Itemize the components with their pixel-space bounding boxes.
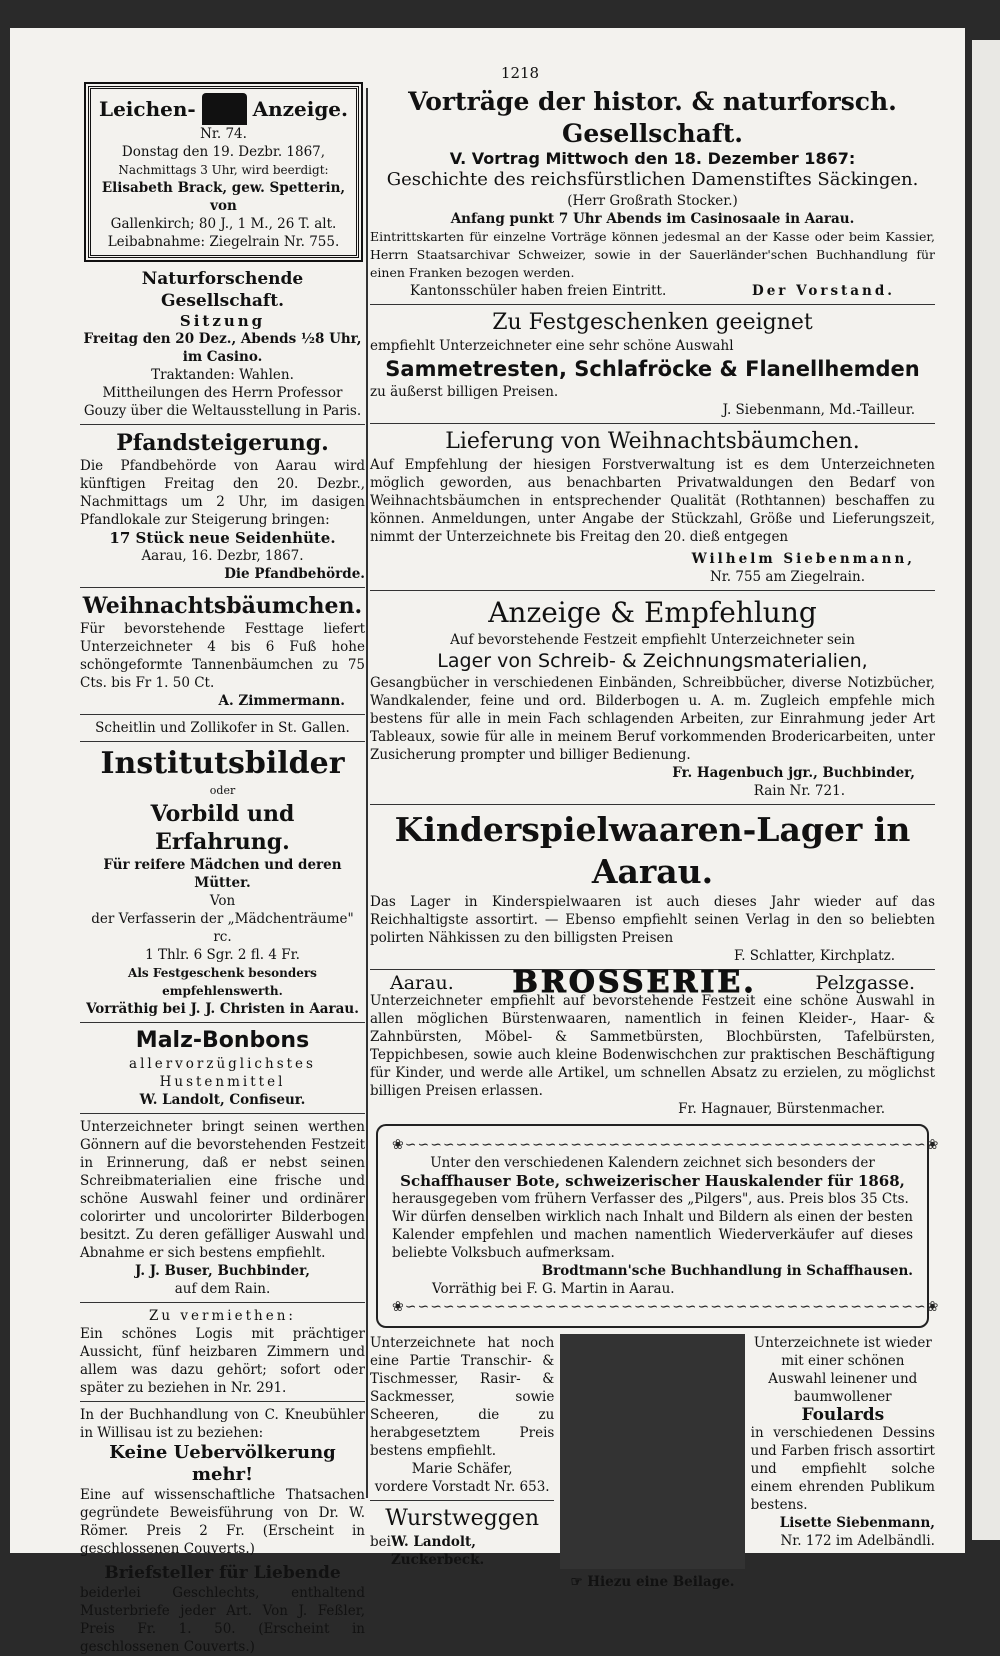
gifts-sign: J. Siebenmann, Md.-Tailleur. (722, 402, 915, 418)
malz-sign: W. Landolt, Confiseur. (139, 1092, 306, 1108)
society-title: Naturforschende Gesellschaft. (141, 269, 304, 311)
book-stock: Vorräthig bei J. J. Christen in Aarau. (86, 1001, 359, 1017)
divider (80, 1113, 365, 1114)
page-number: 1218 (500, 64, 540, 82)
wurst-footer (370, 1533, 554, 1569)
toys-sign: F. Schlatter, Kirchplatz. (733, 948, 895, 964)
death-notice-title (99, 93, 348, 125)
death-notice-line: Donstag den 19. Dezbr. 1867, (121, 144, 326, 160)
lectures-title: Vorträge der histor. & naturforsch. Gesellschaft. (408, 87, 897, 148)
ornament-border-icon: ❀∽∽∽∽∽∽∽∽∽∽∽∽∽∽∽∽∽∽∽∽∽∽∽∽∽∽∽∽∽∽∽∽∽∽∽∽∽∽∽∽∽❀ (392, 1299, 940, 1315)
divider (80, 1302, 365, 1303)
lectures-topic: Geschichte des reichsfürstlichen Damenstiftes Säckingen. (386, 169, 919, 190)
book-for: Für reifere Mädchen und deren Mütter. (103, 857, 342, 891)
divider (80, 741, 365, 742)
hagenbuch-title: Anzeige & Empfehlung (488, 596, 817, 629)
knives-text: Unterzeichnete hat noch eine Partie Transchir- & Tischmesser, Rasir- & Sackmesser, sowie Scheeren, die zu herabgesetztem Preis bestens empfiehlt. (370, 1335, 555, 1459)
rent-title: Zu vermiethen: (149, 1308, 296, 1324)
brosserie-text: Unterzeichneter empfiehlt auf bevorstehende Festzeit eine schöne Auswahl in allen möglichen Bürstenwaaren, namentlich in feinen Kleider-, Haar- & Zahnbürsten, Möbel- & Sammetbürsten, Blochbürsten, Tafelbürsten, Teppichbesen, sowie auch kleine Bodenwischchen zur praktischen Beschäftigung für Kinder, und werde alle Artikel, um schnellen Absatz zu erzielen, zu möglichst billigen Preisen erlassen. (370, 993, 935, 1099)
lectures-text: Eintrittskarten für einzelne Vorträge können jedesmal an der Kasse oder beim Kassier, Herrn Staatsarchivar Schweizer, sowie in der Sauerländer'schen Buchhandlung für einen Franken bezogen werden. (370, 229, 935, 280)
rent-text: Ein schönes Logis mit prächtiger Aussicht, fünf heizbaren Zimmern und allem was dazu gehört; sofort oder später zu beziehen in Nr. 291. (80, 1326, 365, 1396)
buser-addr: auf dem Rain. (174, 1281, 271, 1297)
coffin-icon (202, 93, 247, 125)
book-author: der Verfasserin der „Mädchenträume" rc. (91, 911, 354, 945)
right-column (370, 86, 940, 1591)
malz-title: Malz-Bonbons (135, 1028, 310, 1053)
brosserie-right: Pelzgasse. (815, 972, 915, 994)
brosserie-header (370, 965, 935, 1000)
knives-sign: Marie Schäfer, (411, 1461, 513, 1477)
divider (80, 1022, 365, 1023)
lectures-sub: V. Vortrag Mittwoch den 18. Dezember 1867: (449, 149, 856, 168)
hagenbuch-sign: Fr. Hagenbuch jgr., Buchbinder, (672, 765, 915, 781)
society-agenda: Traktanden: Wahlen. (151, 367, 294, 383)
divider (370, 590, 935, 591)
society-date: Freitag den 20 Dez., Abends ½8 Uhr, (83, 331, 362, 347)
death-notice-line: Nachmittags 3 Uhr, wird beerdigt: (118, 163, 329, 177)
death-notice-title-b: Anzeige. (252, 97, 348, 121)
foulards-title: Foulards (801, 1405, 885, 1425)
trees-title: Weihnachtsbäumchen. (82, 593, 363, 619)
book-von: Von (209, 893, 236, 909)
knives-addr: vordere Vorstadt Nr. 653. (374, 1479, 550, 1495)
society-place: im Casino. (182, 349, 263, 365)
letters-title: Briefsteller für Liebende (104, 1563, 341, 1583)
society-subtitle: Sitzung (179, 312, 266, 330)
lectures-sign: Der Vorstand. (752, 283, 895, 299)
brosserie-left: Aarau. (390, 972, 454, 994)
left-column (80, 86, 365, 1656)
gifts-items: Sammetresten, Schlafröcke & Flanellhemden (385, 357, 920, 381)
gifts-intro: empfiehlt Unterzeichneter eine sehr schöne Auswahl (370, 338, 734, 354)
calendar-text2: Wir dürfen denselben wirklich nach Inhalt und Bildern als einen der besten Kalender empfehlen und machen namentlich Wiederverkäufer auf dieses beliebte Volksbuch aufmerksam. (392, 1209, 913, 1261)
trees-sign: A. Zimmermann. (218, 693, 345, 709)
pfand-text: Die Pfandbehörde von Aarau wird künftigen Freitag den 20. Dezbr., Nachmittags um 2 Uhr, im dasigen Pfandlokale zur Steigerung bringen: (80, 458, 365, 528)
book-price: 1 Thlr. 6 Sgr. 2 fl. 4 Fr. (145, 947, 300, 963)
newspaper-page (10, 28, 965, 1655)
wurst-title: Wurstweggen (385, 1506, 540, 1531)
foulards-ad (751, 1334, 935, 1569)
buser-text: Unterzeichneter bringt seinen werthen Gönnern auf die bevorstehenden Festzeit in Erinnerung, daß er nebst seinen Schreibmaterialien eine frische und schöne Auswahl feiner und ordinärer colorirter und uncolorirter Bilderbogen besitzt. Zu deren gefälliger Auswahl und Abnahme er sich bestens empfiehlt. (80, 1119, 365, 1261)
lectures-students: Kantonsschüler haben freien Eintritt. (410, 283, 667, 299)
society-info: Mittheilungen des Herrn Professor Gouzy über die Weltausstellung in Paris. (83, 385, 362, 419)
lectures-time: Anfang punkt 7 Uhr Abends im Casinosaale in Aarau. (450, 211, 855, 227)
buser-sign: J. J. Buser, Buchbinder, (135, 1263, 310, 1279)
calendar-stock: Vorräthig bei F. G. Martin in Aarau. (432, 1281, 675, 1297)
lectures-footer (370, 282, 935, 300)
death-notice-line: Gallenkirch; 80 J., 1 M., 26 T. alt. (110, 216, 337, 232)
calendar-pub: Brodtmann'sche Buchhandlung in Schaffhausen. (541, 1263, 913, 1279)
hagenbuch-lager: Lager von Schreib- & Zeichnungsmaterialien, (437, 650, 868, 672)
xmas-addr: Nr. 755 am Ziegelrain. (709, 569, 865, 585)
death-notice-line: Leibabnahme: Ziegelrain Nr. 755. (107, 234, 340, 250)
adjacent-page-edge (972, 40, 1000, 1540)
knives-ad (370, 1334, 554, 1569)
foulards-sign: Lisette Siebenmann, (779, 1515, 935, 1531)
foulards-addr: Nr. 172 im Adelbändli. (780, 1533, 935, 1549)
calendar-box (376, 1124, 940, 1328)
toys-title: Kinderspielwaaren-Lager in Aarau. (394, 810, 911, 891)
pfand-title: Pfandsteigerung. (116, 430, 329, 456)
death-notice-line: Elisabeth Brack, gew. Spetterin, von (101, 180, 346, 214)
divider (370, 304, 935, 305)
divider (80, 587, 365, 588)
xmas-sign: Wilhelm Siebenmann, (691, 551, 915, 567)
hagenbuch-intro: Auf bevorstehende Festzeit empfiehlt Unterzeichneter sein (450, 632, 855, 648)
death-notice (88, 86, 359, 258)
xmas-title: Lieferung von Weihnachtsbäumchen. (445, 429, 860, 454)
divider (80, 714, 365, 715)
divider (80, 1401, 365, 1402)
death-notice-number: Nr. 74. (200, 126, 247, 142)
wurst-bei: bei (370, 1534, 391, 1550)
pfand-item: 17 Stück neue Seidenhüte. (109, 529, 336, 547)
brosserie-sign: Fr. Hagnauer, Bürstenmacher. (678, 1101, 885, 1117)
foulards-intro: Unterzeichnete ist wieder mit einer schönen Auswahl leinener und baumwollener (753, 1335, 932, 1405)
ornament-border-icon: ❀∽∽∽∽∽∽∽∽∽∽∽∽∽∽∽∽∽∽∽∽∽∽∽∽∽∽∽∽∽∽∽∽∽∽∽∽∽∽∽∽∽❀ (392, 1137, 940, 1153)
divider (80, 424, 365, 425)
bottom-ads (370, 1334, 935, 1569)
wurst-sign: W. Landolt, Zuckerbeck. (390, 1534, 485, 1568)
publisher-line: Scheitlin und Zollikofer in St. Gallen. (95, 720, 350, 736)
letters-text: beiderlei Geschlechts, enthaltend Musterbriefe jeder Art. Von J. Feßler, Preis Fr. 1. 50. (Erscheint in geschlossenen Couverts.) (80, 1585, 365, 1655)
supplement-note: ☞ Hiezu eine Beilage. (570, 1574, 735, 1590)
pfand-sign: Die Pfandbehörde. (224, 566, 365, 582)
malz-sub: allervorzüglichstes Hustenmittel (129, 1056, 316, 1090)
book-subtitle: Vorbild und Erfahrung. (150, 801, 295, 855)
gifts-title: Zu Festgeschenken geeignet (492, 310, 813, 335)
kneu-text: Eine auf wissenschaftliche Thatsachen gegründete Beweisführung von Dr. W. Römer. Preis 2 Fr. (Erscheint in geschlossenen Couverts.) (80, 1487, 365, 1557)
calendar-title: Schaffhauser Bote, schweizerischer Hauskalender für 1868, (400, 1172, 905, 1190)
book-title: Institutsbilder (100, 746, 345, 781)
hagenbuch-addr: Rain Nr. 721. (753, 783, 845, 799)
xmas-text: Auf Empfehlung der hiesigen Forstverwaltung ist es dem Unterzeichneten möglich geworden, aus benachbarten Privatwaldungen den Bedarf von Weihnachtsbäumchen in entsprechender Qualität (Rothtannen) beschaffen zu können. Anmeldungen, unter Angabe der Stückzahl, Größe und Lieferungszeit, nimmt der Unterzeichnete bis Freitag den 20. dieß entgegen (370, 457, 935, 545)
calendar-text1: herausgegeben vom frühern Verfasser des „Pilgers", aus. Preis blos 35 Cts. (392, 1191, 909, 1207)
kneu-intro: In der Buchhandlung von C. Kneubühler in Willisau ist zu beziehen: (80, 1407, 365, 1441)
gifts-price: zu äußerst billigen Preisen. (370, 384, 559, 400)
hagenbuch-text: Gesangbücher in verschiedenen Einbänden, Schreibbücher, diverse Notizbücher, Wandkalender, feine und ord. Bilderbogen u. A. m. Zugleich empfehle mich bestens für alle in mein Fach schlagenden Arbeiten, zur Einrahmung jeder Art Tableaux, sowie für alle in meinem Beruf vorkommenden Brodericarbeiten, unter Zusicherung prompter und billiger Bedienung. (370, 675, 935, 763)
book-oder: oder (209, 784, 236, 797)
kneu-title: Keine Uebervölkerung mehr! (109, 1442, 336, 1485)
pfand-date: Aarau, 16. Dezbr, 1867. (141, 548, 304, 564)
column-divider (560, 1334, 744, 1569)
lectures-speaker: (Herr Großrath Stocker.) (567, 193, 738, 209)
death-notice-title-a: Leichen- (99, 97, 196, 121)
toys-text: Das Lager in Kinderspielwaaren ist auch dieses Jahr wieder auf das Reichhaltigste assortirt. — Ebenso empfiehlt seinen Verlag in den so beliebten polirten Nähkissen zu den billigsten Preisen (370, 894, 935, 946)
book-gift: Als Festgeschenk besonders empfehlenswerth. (128, 966, 317, 998)
column-divider (366, 88, 368, 1498)
calendar-intro: Unter den verschiedenen Kalendern zeichnet sich besonders der (430, 1155, 875, 1171)
divider (370, 1500, 554, 1501)
trees-text: Für bevorstehende Festtage liefert Unterzeichneter 4 bis 6 Fuß hohe schöngeformte Tannenbäumchen zu 75 Cts. bis Fr 1. 50 Ct. (80, 621, 365, 691)
foulards-text: in verschiedenen Dessins und Farben frisch assortirt und empfiehlt solche einem ehrenden Publikum bestens. (750, 1425, 935, 1513)
brosserie-title: BROSSERIE. (512, 965, 757, 1000)
divider (370, 423, 935, 424)
divider (370, 804, 935, 805)
